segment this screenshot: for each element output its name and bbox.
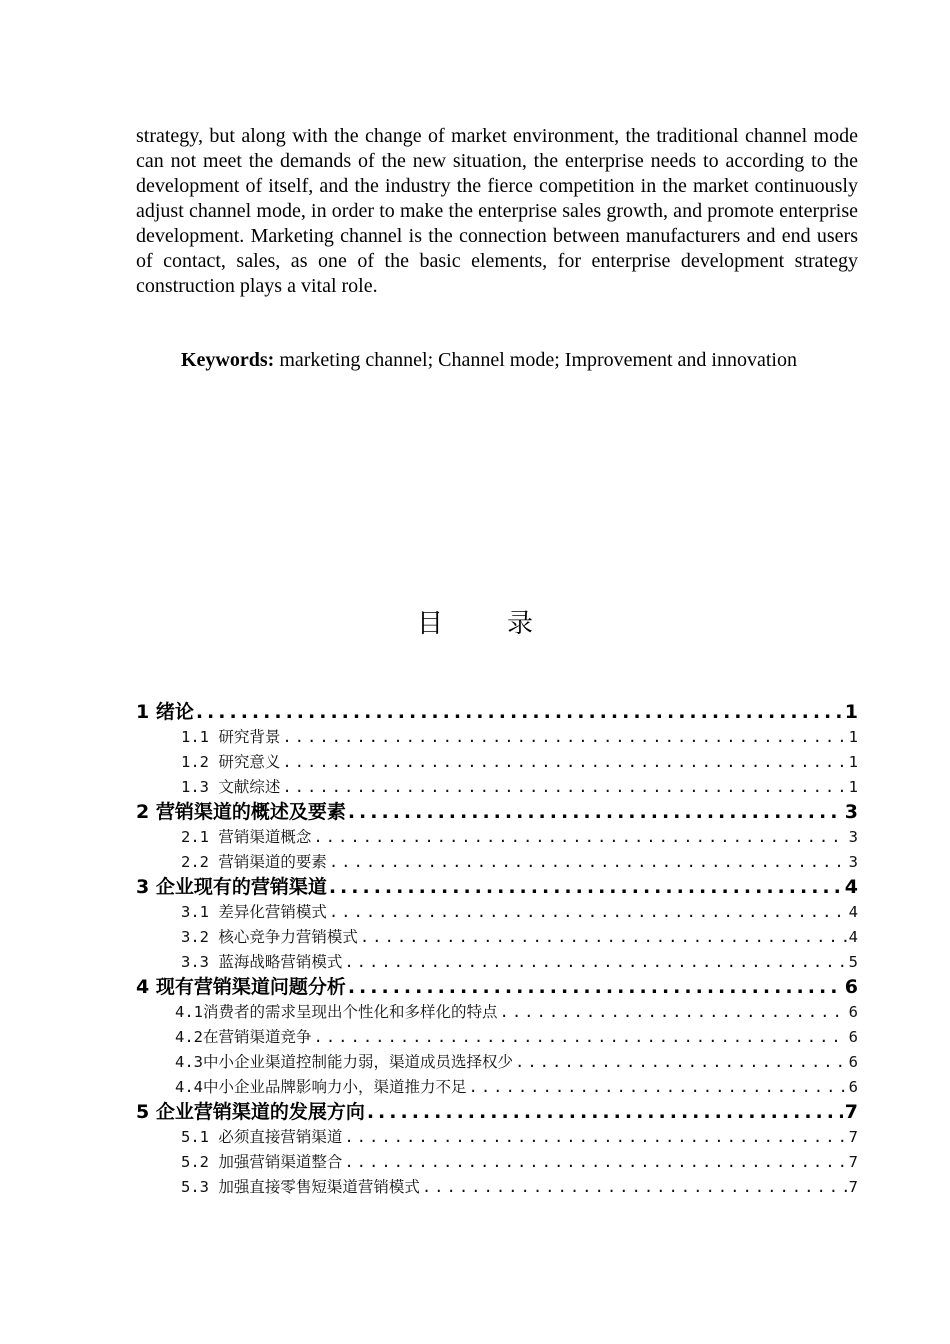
toc-entry-page: 6 [844,976,858,998]
toc-entry-title: 5 企业营销渠道的发展方向 [136,1101,365,1123]
toc-entry-title: 4.1消费者的需求呈现出个性化和多样化的特点 [175,1003,498,1021]
toc-entry-title: 2 营销渠道的概述及要素 [136,801,346,823]
toc-entry[interactable] [136,825,858,850]
toc-entry-title: 1.1 研究背景 [181,728,281,746]
toc-entry-page: 3 [848,853,858,871]
toc-entry[interactable] [136,775,858,800]
toc-entry[interactable] [136,1125,858,1150]
toc-entry-page: 6 [848,1053,858,1071]
toc-leader-dots [348,800,843,825]
toc-entry-page: 1 [848,778,858,796]
toc-entry[interactable] [136,750,858,775]
table-of-contents [136,700,858,1200]
toc-entry[interactable] [136,875,858,900]
toc-entry-page: 7 [848,1178,858,1196]
toc-entry-page: 3 [844,801,858,823]
toc-entry[interactable] [136,1150,858,1175]
toc-leader-dots [360,925,847,950]
toc-leader-dots [348,975,843,1000]
toc-entry[interactable] [136,1025,858,1050]
toc-leader-dots [344,1150,846,1175]
toc-entry-title: 4.2在营销渠道竞争 [175,1028,312,1046]
keywords-label: Keywords: [181,349,275,371]
toc-leader-dots [314,1025,847,1050]
toc-entry[interactable] [136,1050,858,1075]
toc-leader-dots [344,950,846,975]
toc-entry[interactable] [136,700,858,725]
toc-entry-title: 3.3 蓝海战略营销模式 [181,953,343,971]
toc-entry-page: 3 [848,828,858,846]
abstract-paragraph: strategy, but along with the change of market environment, the traditional channel mode can not meet the demands of the new situation, the enterprise needs to according to the development of itself, and the industry the fierce competition in the market continuously adjust channel mode, in order to make the enterprise sales growth, and promote enterprise development. Marketing channel is the connection between manufacturers and end users of contact, sales, as one of the basic elements, for enterprise development strategy construction plays a vital role. [136,125,858,297]
toc-entry-page: 1 [848,753,858,771]
toc-entry-page: 1 [848,728,858,746]
toc-entry-page: 4 [848,903,858,921]
toc-entry-title: 5.3 加强直接零售短渠道营销模式 [181,1178,420,1196]
toc-entry[interactable] [136,725,858,750]
toc-leader-dots [329,850,847,875]
toc-leader-dots [329,875,843,900]
toc-leader-dots [329,900,847,925]
toc-leader-dots [500,1000,847,1025]
toc-entry-title: 3 企业现有的营销渠道 [136,876,327,898]
toc-leader-dots [282,725,846,750]
toc-leader-dots [344,1125,846,1150]
toc-entry-page: 6 [848,1028,858,1046]
toc-entry[interactable] [136,900,858,925]
toc-entry[interactable] [136,925,858,950]
toc-entry[interactable] [136,850,858,875]
toc-entry-title: 2.2 营销渠道的要素 [181,853,327,871]
toc-entry-page: 7 [844,1101,858,1123]
toc-entry-page: 4 [844,876,858,898]
toc-entry-title: 3.2 核心竞争力营销模式 [181,928,358,946]
toc-entry-title: 2.1 营销渠道概念 [181,828,312,846]
toc-entry[interactable] [136,1000,858,1025]
toc-entry-title: 5.1 必须直接营销渠道 [181,1128,343,1146]
toc-entry-page: 6 [848,1003,858,1021]
toc-entry-page: 1 [844,701,858,723]
toc-entry[interactable] [136,1100,858,1125]
toc-entry-page: 5 [848,953,858,971]
toc-entry[interactable] [136,975,858,1000]
toc-entry-title: 5.2 加强营销渠道整合 [181,1153,343,1171]
keywords-paragraph [136,348,858,373]
toc-leader-dots [282,750,846,775]
toc-entry-title: 3.1 差异化营销模式 [181,903,327,921]
toc-entry[interactable] [136,950,858,975]
toc-entry-title: 4 现有营销渠道问题分析 [136,976,346,998]
toc-leader-dots [196,700,843,725]
toc-entry-page: 7 [848,1128,858,1146]
toc-entry-page: 4 [848,928,858,946]
toc-entry[interactable] [136,800,858,825]
toc-leader-dots [515,1050,847,1075]
toc-title: 目录 [416,609,597,639]
toc-entry-page: 7 [848,1153,858,1171]
toc-leader-dots [282,775,846,800]
toc-leader-dots [367,1100,843,1125]
toc-leader-dots [313,825,846,850]
toc-leader-dots [422,1175,847,1200]
toc-entry-title: 1 绪论 [136,701,194,723]
toc-entry-title: 1.3 文献综述 [181,778,281,796]
keywords-text: marketing channel; Channel mode; Improvement and innovation [274,349,797,371]
toc-entry-title: 4.4中小企业品牌影响力小，渠道推力不足 [175,1078,467,1096]
toc-entry-title: 4.3中小企业渠道控制能力弱，渠道成员选择权少 [175,1053,513,1071]
toc-entry-title: 1.2 研究意义 [181,753,281,771]
toc-entry-page: 6 [848,1078,858,1096]
toc-leader-dots [469,1075,847,1100]
toc-entry[interactable] [136,1075,858,1100]
toc-entry[interactable] [136,1175,858,1200]
